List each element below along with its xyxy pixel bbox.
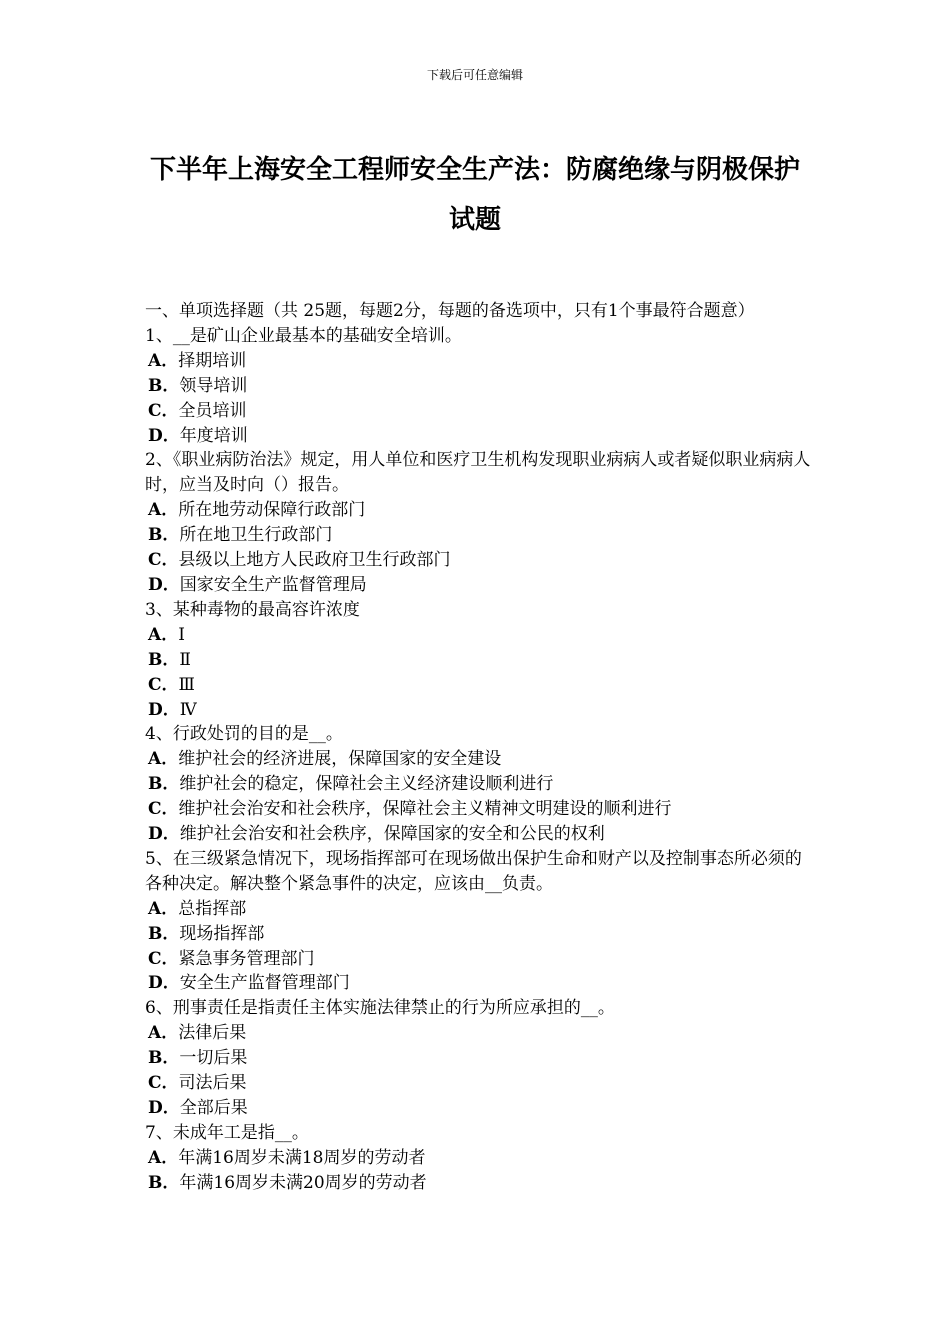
option — [145, 897, 815, 922]
option-text: 一切后果 — [179, 1048, 248, 1069]
option-letter: B． — [148, 525, 180, 546]
question-stem: 1、__是矿山企业最基本的基础安全培训。 — [145, 325, 462, 346]
option-letter: B． — [148, 1172, 180, 1193]
option-letter: A． — [148, 1023, 179, 1044]
option-letter: B． — [148, 649, 180, 670]
option-text: 择期培训 — [178, 350, 247, 371]
option-text: 所在地卫生行政部门 — [179, 525, 333, 546]
option-text: 年度培训 — [179, 425, 248, 446]
option-letter: A． — [148, 1147, 179, 1168]
option-text: 司法后果 — [178, 1073, 247, 1094]
document-title-line2: 试题 — [448, 205, 501, 235]
option-letter: D． — [148, 1098, 180, 1118]
option-text: Ⅳ — [179, 699, 197, 720]
document-body — [145, 299, 815, 1196]
option-letter: C． — [148, 674, 179, 695]
option-text: 所在地劳动保障行政部门 — [178, 500, 366, 521]
question — [145, 1121, 815, 1196]
option-text: 年满16周岁未满18周岁的劳动者 — [178, 1147, 426, 1168]
option-letter: D． — [148, 699, 180, 720]
option — [145, 623, 815, 648]
option-text: Ⅰ — [178, 624, 185, 645]
section-heading: 一、单项选择题（共 25题，每题2分，每题的备选项中，只有1个事最符合题意） — [145, 301, 755, 321]
question — [145, 598, 815, 723]
option-text: 维护社会的经济进展，保障国家的安全建设 — [178, 749, 502, 770]
question — [145, 448, 815, 597]
option-letter: A． — [148, 500, 179, 521]
option-letter: D． — [148, 574, 180, 595]
option-text: 维护社会的稳定，保障社会主义经济建设顺利进行 — [179, 774, 554, 795]
option — [145, 374, 815, 399]
question — [145, 722, 815, 847]
option-letter: C． — [148, 1073, 179, 1094]
question-stem: 5、在三级紧急情况下，现场指挥部可在现场做出保护生命和财产以及控制事态所必须的各种决定。解决整个紧急事件的决定，应该由__负责。 — [145, 848, 802, 894]
page-header: 下载后可任意编辑 — [426, 68, 523, 82]
option — [145, 947, 815, 972]
option — [145, 548, 815, 573]
option — [145, 399, 815, 424]
option — [145, 747, 815, 772]
option-text: 全部后果 — [179, 1098, 248, 1118]
option-letter: A． — [148, 749, 179, 770]
option — [145, 922, 815, 947]
option — [145, 648, 815, 673]
option — [145, 1046, 815, 1071]
option — [145, 772, 815, 797]
option — [145, 1096, 815, 1121]
option — [145, 498, 815, 523]
option — [145, 573, 815, 598]
document-title: 下半年上海安全工程师安全生产法：防腐绝缘与阴极保护 — [149, 155, 800, 185]
option-text: 领导培训 — [179, 375, 248, 396]
question — [145, 996, 815, 1121]
option — [145, 822, 815, 847]
option-text: 国家安全生产监督管理局 — [179, 574, 367, 595]
option-text: 法律后果 — [178, 1023, 247, 1044]
question-stem: 3、某种毒物的最高容许浓度 — [145, 599, 360, 620]
option-letter: C． — [148, 948, 179, 969]
question — [145, 847, 815, 996]
option-text: 现场指挥部 — [179, 923, 265, 944]
option-letter: B． — [148, 774, 180, 795]
option-letter: A． — [148, 898, 179, 919]
option — [145, 1071, 815, 1096]
option-letter: D． — [148, 425, 180, 446]
option-text: 总指挥部 — [178, 898, 247, 919]
question — [145, 324, 815, 449]
option-letter: B． — [148, 923, 180, 944]
option-text: 维护社会治安和社会秩序，保障社会主义精神文明建设的顺利进行 — [178, 799, 672, 820]
option-letter: A． — [148, 350, 179, 371]
option-text: 紧急事务管理部门 — [178, 948, 315, 969]
option — [145, 1171, 815, 1196]
option-letter: D． — [148, 824, 180, 845]
option — [145, 797, 815, 822]
option — [145, 1146, 815, 1171]
question-stem: 7、未成年工是指__。 — [145, 1122, 309, 1143]
option-text: 年满16周岁未满20周岁的劳动者 — [179, 1172, 427, 1193]
option — [145, 698, 815, 723]
option — [145, 349, 815, 374]
option — [145, 424, 815, 449]
option-letter: C． — [148, 550, 179, 571]
option-text: 维护社会治安和社会秩序，保障国家的安全和公民的权利 — [179, 824, 605, 845]
option-text: 安全生产监督管理部门 — [179, 973, 350, 994]
option-letter: B． — [148, 1048, 180, 1069]
option-text: Ⅲ — [178, 674, 195, 695]
option — [145, 673, 815, 698]
question-stem: 2、《职业病防治法》规定，用人单位和医疗卫生机构发现职业病病人或者疑似职业病病人时，应当及时向（）报告。 — [145, 450, 811, 496]
question-stem: 6、刑事责任是指责任主体实施法律禁止的行为所应承担的__。 — [145, 998, 615, 1019]
question-stem: 4、行政处罚的目的是__。 — [145, 724, 343, 745]
option-text: 全员培训 — [178, 400, 247, 421]
option-letter: C． — [148, 799, 179, 820]
option-letter: A． — [148, 624, 179, 645]
option-text: Ⅱ — [179, 649, 191, 670]
option-letter: D． — [148, 973, 180, 994]
option-letter: B． — [148, 375, 180, 396]
option — [145, 523, 815, 548]
option-letter: C． — [148, 400, 179, 421]
option — [145, 971, 815, 996]
option — [145, 1021, 815, 1046]
option-text: 县级以上地方人民政府卫生行政部门 — [178, 550, 451, 571]
